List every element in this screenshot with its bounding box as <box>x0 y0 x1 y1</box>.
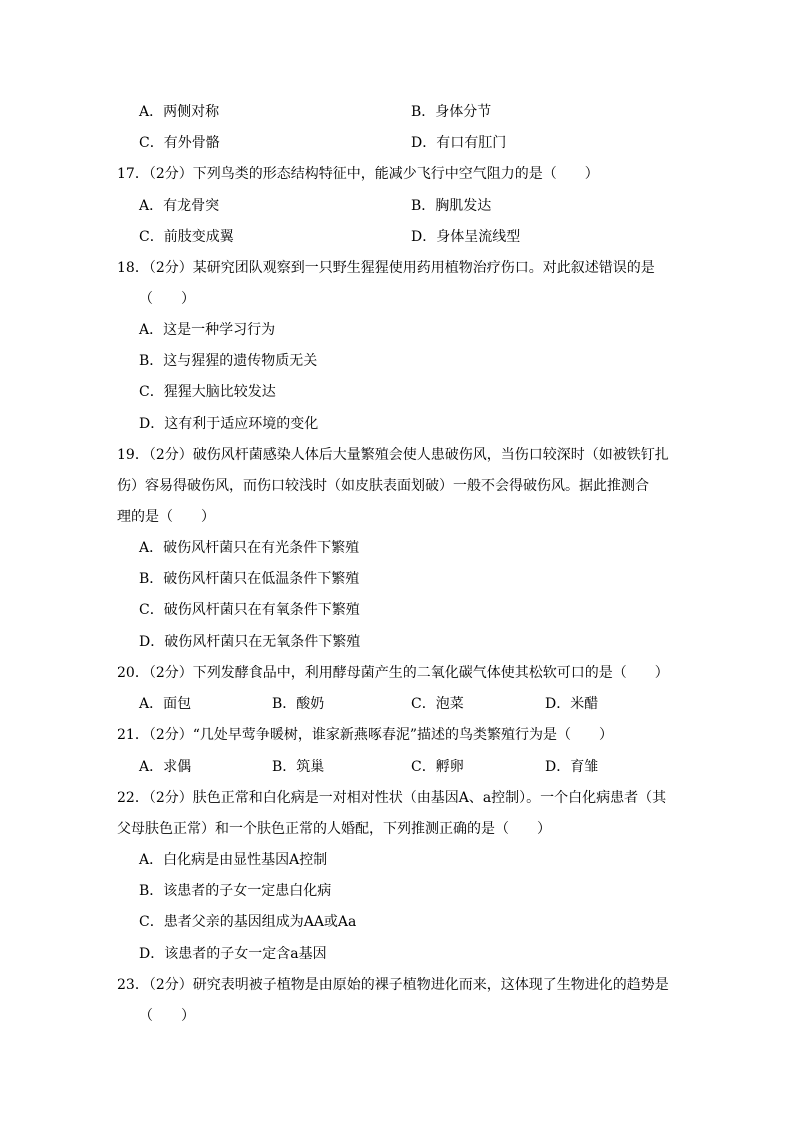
q22-option-b: B．该患者的子女一定患白化病 <box>139 883 332 899</box>
q19-option-a: A．破伤风杆菌只在有光条件下繁殖 <box>139 540 360 556</box>
q21-option-b: B．筑巢 <box>272 759 325 775</box>
q18-stem-line-1: 18．（2分）某研究团队观察到一只野生猩猩使用药用植物治疗伤口。对此叙述错误的是 <box>117 260 655 276</box>
q17-option-d: D．身体呈流线型 <box>411 229 521 245</box>
q20-option-d: D．米醋 <box>545 696 599 712</box>
q19-option-d: D．破伤风杆菌只在无氧条件下繁殖 <box>139 634 361 650</box>
q21-option-a: A．求偶 <box>139 759 192 775</box>
q22-stem-line-1: 22．（2分）肤色正常和白化病是一对相对性状（由基因A、a控制）。一个白化病患者（其 <box>117 790 667 806</box>
q18-option-b: B．这与猩猩的遗传物质无关 <box>139 353 318 369</box>
q18-option-d: D．这有利于适应环境的变化 <box>139 416 319 432</box>
q20-option-b: B．酸奶 <box>272 696 325 712</box>
q17-option-a: A．有龙骨突 <box>139 198 220 214</box>
q22-option-a: A．白化病是由显性基因A控制 <box>139 852 328 868</box>
q16-option-d: D．有口有肛门 <box>411 135 507 151</box>
q19-stem-line-3: 理的是（ ） <box>117 509 215 525</box>
q22-option-d: D．该患者的子女一定含a基因 <box>139 946 327 962</box>
q16-option-a: A．两侧对称 <box>139 104 220 120</box>
q18-option-a: A．这是一种学习行为 <box>139 322 276 338</box>
q21-option-d: D．育雏 <box>545 759 599 775</box>
q19-stem-line-2: 伤）容易得破伤风，而伤口较浅时（如皮肤表面划破）一般不会得破伤风。据此推测合 <box>117 478 649 494</box>
q18-stem-line-2: （ ） <box>139 291 195 307</box>
q20-option-c: C．泡菜 <box>411 696 464 712</box>
q17-stem: 17．（2分）下列鸟类的形态结构特征中，能减少飞行中空气阻力的是（ ） <box>117 166 599 182</box>
q22-stem-line-2: 父母肤色正常）和一个肤色正常的人婚配，下列推测正确的是（ ） <box>117 821 551 837</box>
q20-option-a: A．面包 <box>139 696 192 712</box>
q21-stem: 21．（2分）“几处早莺争暖树，谁家新燕啄春泥”描述的鸟类繁殖行为是（ ） <box>117 727 614 743</box>
q22-option-c: C．患者父亲的基因组成为AA或Aa <box>139 914 357 930</box>
q20-stem: 20．（2分）下列发酵食品中，利用酵母菌产生的二氧化碳气体使其松软可口的是（ ） <box>117 665 669 681</box>
q17-option-b: B．胸肌发达 <box>411 198 492 214</box>
q17-option-c: C．前肢变成翼 <box>139 229 234 245</box>
q18-option-c: C．猩猩大脑比较发达 <box>139 384 276 400</box>
q23-stem-line-1: 23．（2分）研究表明被子植物是由原始的裸子植物进化而来，这体现了生物进化的趋势是 <box>117 977 669 993</box>
q21-option-c: C．孵卵 <box>411 759 464 775</box>
q19-stem-line-1: 19．（2分）破伤风杆菌感染人体后大量繁殖会使人患破伤风，当伤口较深时（如被铁钉扎 <box>117 447 669 463</box>
q19-option-c: C．破伤风杆菌只在有氧条件下繁殖 <box>139 602 360 618</box>
q16-option-b: B．身体分节 <box>411 104 492 120</box>
q16-option-c: C．有外骨骼 <box>139 135 220 151</box>
q19-option-b: B．破伤风杆菌只在低温条件下繁殖 <box>139 571 360 587</box>
q23-stem-line-2: （ ） <box>139 1008 195 1024</box>
